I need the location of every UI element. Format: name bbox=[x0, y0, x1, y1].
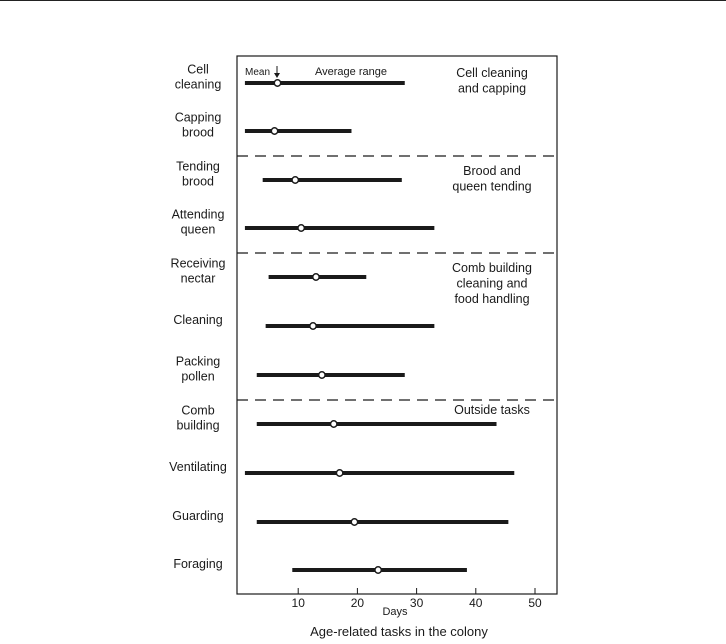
mean-marker bbox=[319, 372, 325, 378]
task-label bbox=[172, 509, 223, 523]
task-label-line: Guarding bbox=[172, 509, 224, 523]
range-bar-7 bbox=[257, 421, 497, 427]
group-label-line: queen tending bbox=[452, 179, 532, 194]
group-label-line: Brood and bbox=[463, 164, 521, 178]
task-label-line: building bbox=[176, 418, 220, 433]
task-label bbox=[176, 404, 219, 433]
group-label bbox=[452, 164, 531, 194]
mean-marker bbox=[298, 225, 304, 231]
task-label-line: Packing bbox=[175, 354, 221, 369]
mean-marker bbox=[331, 421, 337, 427]
range-bar-9 bbox=[257, 519, 509, 525]
task-label-line: cleaning bbox=[174, 77, 222, 92]
task-label-line: Cell bbox=[187, 62, 209, 77]
legend-mean-arrowhead bbox=[274, 73, 280, 78]
group-label-line: Outside tasks bbox=[454, 403, 530, 417]
task-label bbox=[176, 160, 220, 189]
mean-marker bbox=[274, 80, 280, 86]
range-bar-4 bbox=[269, 274, 367, 280]
task-label-line: Comb bbox=[181, 403, 215, 418]
task-label bbox=[171, 257, 226, 286]
chart-caption: Age-related tasks in the colony bbox=[310, 624, 488, 639]
x-axis-title: Days bbox=[382, 606, 408, 618]
task-label-line: Ventilating bbox=[169, 460, 227, 474]
group-label-line: Cell cleaning bbox=[456, 66, 528, 80]
mean-marker bbox=[292, 177, 298, 183]
task-label-line: Capping bbox=[174, 110, 222, 125]
mean-marker bbox=[310, 323, 316, 329]
range-bar-6 bbox=[257, 372, 405, 378]
task-label bbox=[175, 63, 222, 92]
group-label-line: cleaning and bbox=[456, 276, 528, 291]
range-bar-0 bbox=[245, 80, 405, 86]
group-label bbox=[452, 261, 532, 306]
x-tick-label: 30 bbox=[409, 596, 424, 610]
task-label bbox=[172, 208, 225, 237]
group-label-line: and capping bbox=[457, 81, 527, 96]
task-label-line: brood bbox=[182, 125, 214, 140]
task-label-line: queen bbox=[180, 222, 216, 237]
legend-mean-label: Mean bbox=[245, 67, 271, 78]
task-label-line: Tending bbox=[176, 159, 220, 174]
group-label-line: Comb building bbox=[452, 261, 532, 275]
range-bar-5 bbox=[266, 323, 435, 329]
mean-marker bbox=[271, 128, 277, 134]
range-bar-1 bbox=[245, 128, 352, 134]
range-bar-10 bbox=[292, 567, 467, 573]
task-label bbox=[175, 111, 222, 140]
mean-marker bbox=[336, 470, 342, 476]
x-tick-label: 20 bbox=[350, 596, 365, 610]
range-bar-8 bbox=[245, 470, 514, 476]
task-label-line: Receiving bbox=[170, 256, 226, 271]
mean-marker bbox=[351, 519, 357, 525]
group-label-line: food handling bbox=[454, 292, 530, 306]
task-label-line: Attending bbox=[171, 207, 225, 222]
range-bar-3 bbox=[245, 225, 434, 231]
group-label bbox=[456, 66, 528, 96]
task-label-line: brood bbox=[182, 174, 214, 189]
task-label bbox=[173, 313, 222, 327]
task-label bbox=[169, 460, 227, 474]
task-label-line: Cleaning bbox=[173, 313, 223, 327]
task-label-line: pollen bbox=[181, 369, 215, 384]
range-bar-2 bbox=[263, 177, 402, 183]
task-label-line: nectar bbox=[180, 271, 216, 286]
legend-range-label: Average range bbox=[315, 66, 387, 78]
task-label bbox=[173, 557, 222, 571]
x-tick-label: 50 bbox=[528, 596, 542, 610]
task-label bbox=[176, 355, 221, 384]
group-label bbox=[454, 403, 530, 417]
x-tick-label: 40 bbox=[469, 596, 483, 610]
x-tick-label: 10 bbox=[291, 596, 305, 610]
task-label-line: Foraging bbox=[173, 557, 223, 571]
mean-marker bbox=[375, 567, 381, 573]
mean-marker bbox=[313, 274, 319, 280]
